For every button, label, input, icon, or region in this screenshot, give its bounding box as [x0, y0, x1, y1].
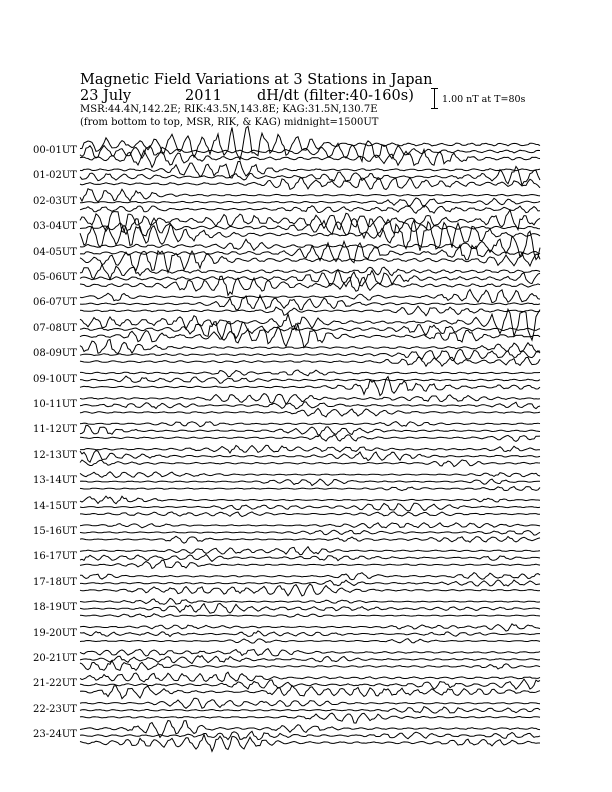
chart-year: 2011: [185, 88, 222, 104]
row-label-04-05UT: 04-05UT: [33, 246, 77, 258]
trace-09-10UT-kag: [80, 370, 540, 377]
trace-23-24UT-msr: [80, 735, 540, 752]
trace-09-10UT-rik: [80, 376, 540, 383]
chart-title: Magnetic Field Variations at 3 Stations in Japan: [80, 72, 433, 88]
row-label-07-08UT: 07-08UT: [33, 322, 77, 334]
trace-15-16UT-msr: [80, 536, 540, 543]
trace-02-03UT-msr: [80, 205, 540, 213]
trace-07-08UT-msr: [80, 324, 540, 348]
trace-19-20UT-rik: [80, 631, 540, 637]
trace-10-11UT-msr: [80, 408, 540, 417]
trace-18-19UT-kag: [80, 598, 540, 604]
row-label-17-18UT: 17-18UT: [33, 576, 77, 588]
row-label-19-20UT: 19-20UT: [33, 627, 77, 639]
trace-01-02UT-msr: [80, 178, 540, 190]
trace-14-15UT-msr: [80, 512, 540, 517]
trace-10-11UT-rik: [80, 402, 540, 409]
trace-13-14UT-rik: [80, 479, 540, 486]
trace-17-18UT-msr: [80, 584, 540, 596]
trace-10-11UT-kag: [80, 394, 540, 405]
trace-22-23UT-rik: [80, 707, 540, 713]
trace-14-15UT-rik: [80, 503, 540, 511]
trace-15-16UT-kag: [80, 523, 540, 528]
row-label-12-13UT: 12-13UT: [33, 449, 77, 461]
row-label-06-07UT: 06-07UT: [33, 297, 77, 309]
trace-06-07UT-msr: [80, 306, 540, 316]
trace-18-19UT-rik: [80, 603, 540, 613]
trace-19-20UT-kag: [80, 624, 540, 631]
trace-22-23UT-msr: [80, 713, 540, 723]
trace-02-03UT-rik: [80, 198, 540, 207]
station-coordinates: MSR:44.4N,142.2E; RIK:43.5N,143.8E; KAG:31.5N,130.7E: [80, 104, 378, 115]
row-label-02-03UT: 02-03UT: [33, 195, 77, 207]
station-order-note: (from bottom to top, MSR, RIK, & KAG) midnight=1500UT: [80, 117, 379, 128]
row-label-03-04UT: 03-04UT: [33, 221, 77, 233]
row-label-15-16UT: 15-16UT: [33, 526, 77, 537]
trace-20-21UT-kag: [80, 649, 540, 656]
trace-08-09UT-kag: [80, 339, 540, 353]
row-label-23-24UT: 23-24UT: [33, 729, 77, 741]
trace-14-15UT-kag: [80, 496, 540, 504]
trace-13-14UT-msr: [80, 487, 540, 491]
trace-06-07UT-kag: [80, 290, 540, 303]
trace-21-22UT-msr: [80, 685, 540, 698]
row-label-16-17UT: 16-17UT: [33, 551, 77, 563]
trace-08-09UT-rik: [80, 349, 540, 360]
row-label-14-15UT: 14-15UT: [33, 500, 77, 512]
scale-label: 1.00 nT at T=80s: [442, 94, 526, 105]
trace-19-20UT-msr: [80, 639, 540, 643]
trace-23-24UT-rik: [80, 731, 540, 739]
trace-11-12UT-rik: [80, 425, 540, 435]
trace-05-06UT-rik: [80, 270, 540, 287]
row-label-21-22UT: 21-22UT: [33, 678, 77, 690]
trace-08-09UT-msr: [80, 357, 540, 366]
trace-05-06UT-kag: [80, 265, 540, 280]
row-label-09-10UT: 09-10UT: [33, 373, 77, 385]
trace-07-08UT-kag: [80, 309, 540, 340]
row-label-20-21UT: 20-21UT: [33, 653, 77, 664]
trace-17-18UT-kag: [80, 573, 540, 580]
row-label-01-02UT: 01-02UT: [33, 170, 77, 182]
row-label-05-06UT: 05-06UT: [33, 272, 77, 283]
row-label-00-01UT: 00-01UT: [33, 145, 77, 156]
trace-11-12UT-kag: [80, 422, 540, 427]
row-label-08-09UT: 08-09UT: [33, 348, 77, 360]
trace-11-12UT-msr: [80, 435, 540, 442]
trace-16-17UT-kag: [80, 547, 540, 555]
trace-12-13UT-rik: [80, 450, 540, 462]
trace-09-10UT-msr: [80, 377, 540, 396]
trace-00-01UT-kag: [80, 126, 540, 159]
row-label-10-11UT: 10-11UT: [33, 399, 77, 410]
trace-22-23UT-kag: [80, 698, 540, 708]
trace-12-13UT-msr: [80, 460, 540, 467]
chart-date: 23 July: [80, 88, 132, 104]
trace-17-18UT-rik: [80, 580, 540, 586]
trace-13-14UT-kag: [80, 472, 540, 478]
row-label-18-19UT: 18-19UT: [33, 602, 77, 614]
trace-16-17UT-rik: [80, 554, 540, 561]
row-label-11-12UT: 11-12UT: [33, 424, 77, 436]
chart-quantity: dH/dt (filter:40-160s): [257, 88, 414, 104]
trace-12-13UT-kag: [80, 445, 540, 453]
trace-02-03UT-kag: [80, 189, 540, 202]
trace-20-21UT-rik: [80, 656, 540, 664]
row-label-13-14UT: 13-14UT: [33, 475, 77, 487]
trace-21-22UT-kag: [80, 672, 540, 682]
trace-18-19UT-msr: [80, 614, 540, 618]
row-label-22-23UT: 22-23UT: [33, 703, 77, 715]
trace-16-17UT-msr: [80, 560, 540, 568]
trace-15-16UT-rik: [80, 530, 540, 535]
trace-20-21UT-msr: [80, 661, 540, 671]
